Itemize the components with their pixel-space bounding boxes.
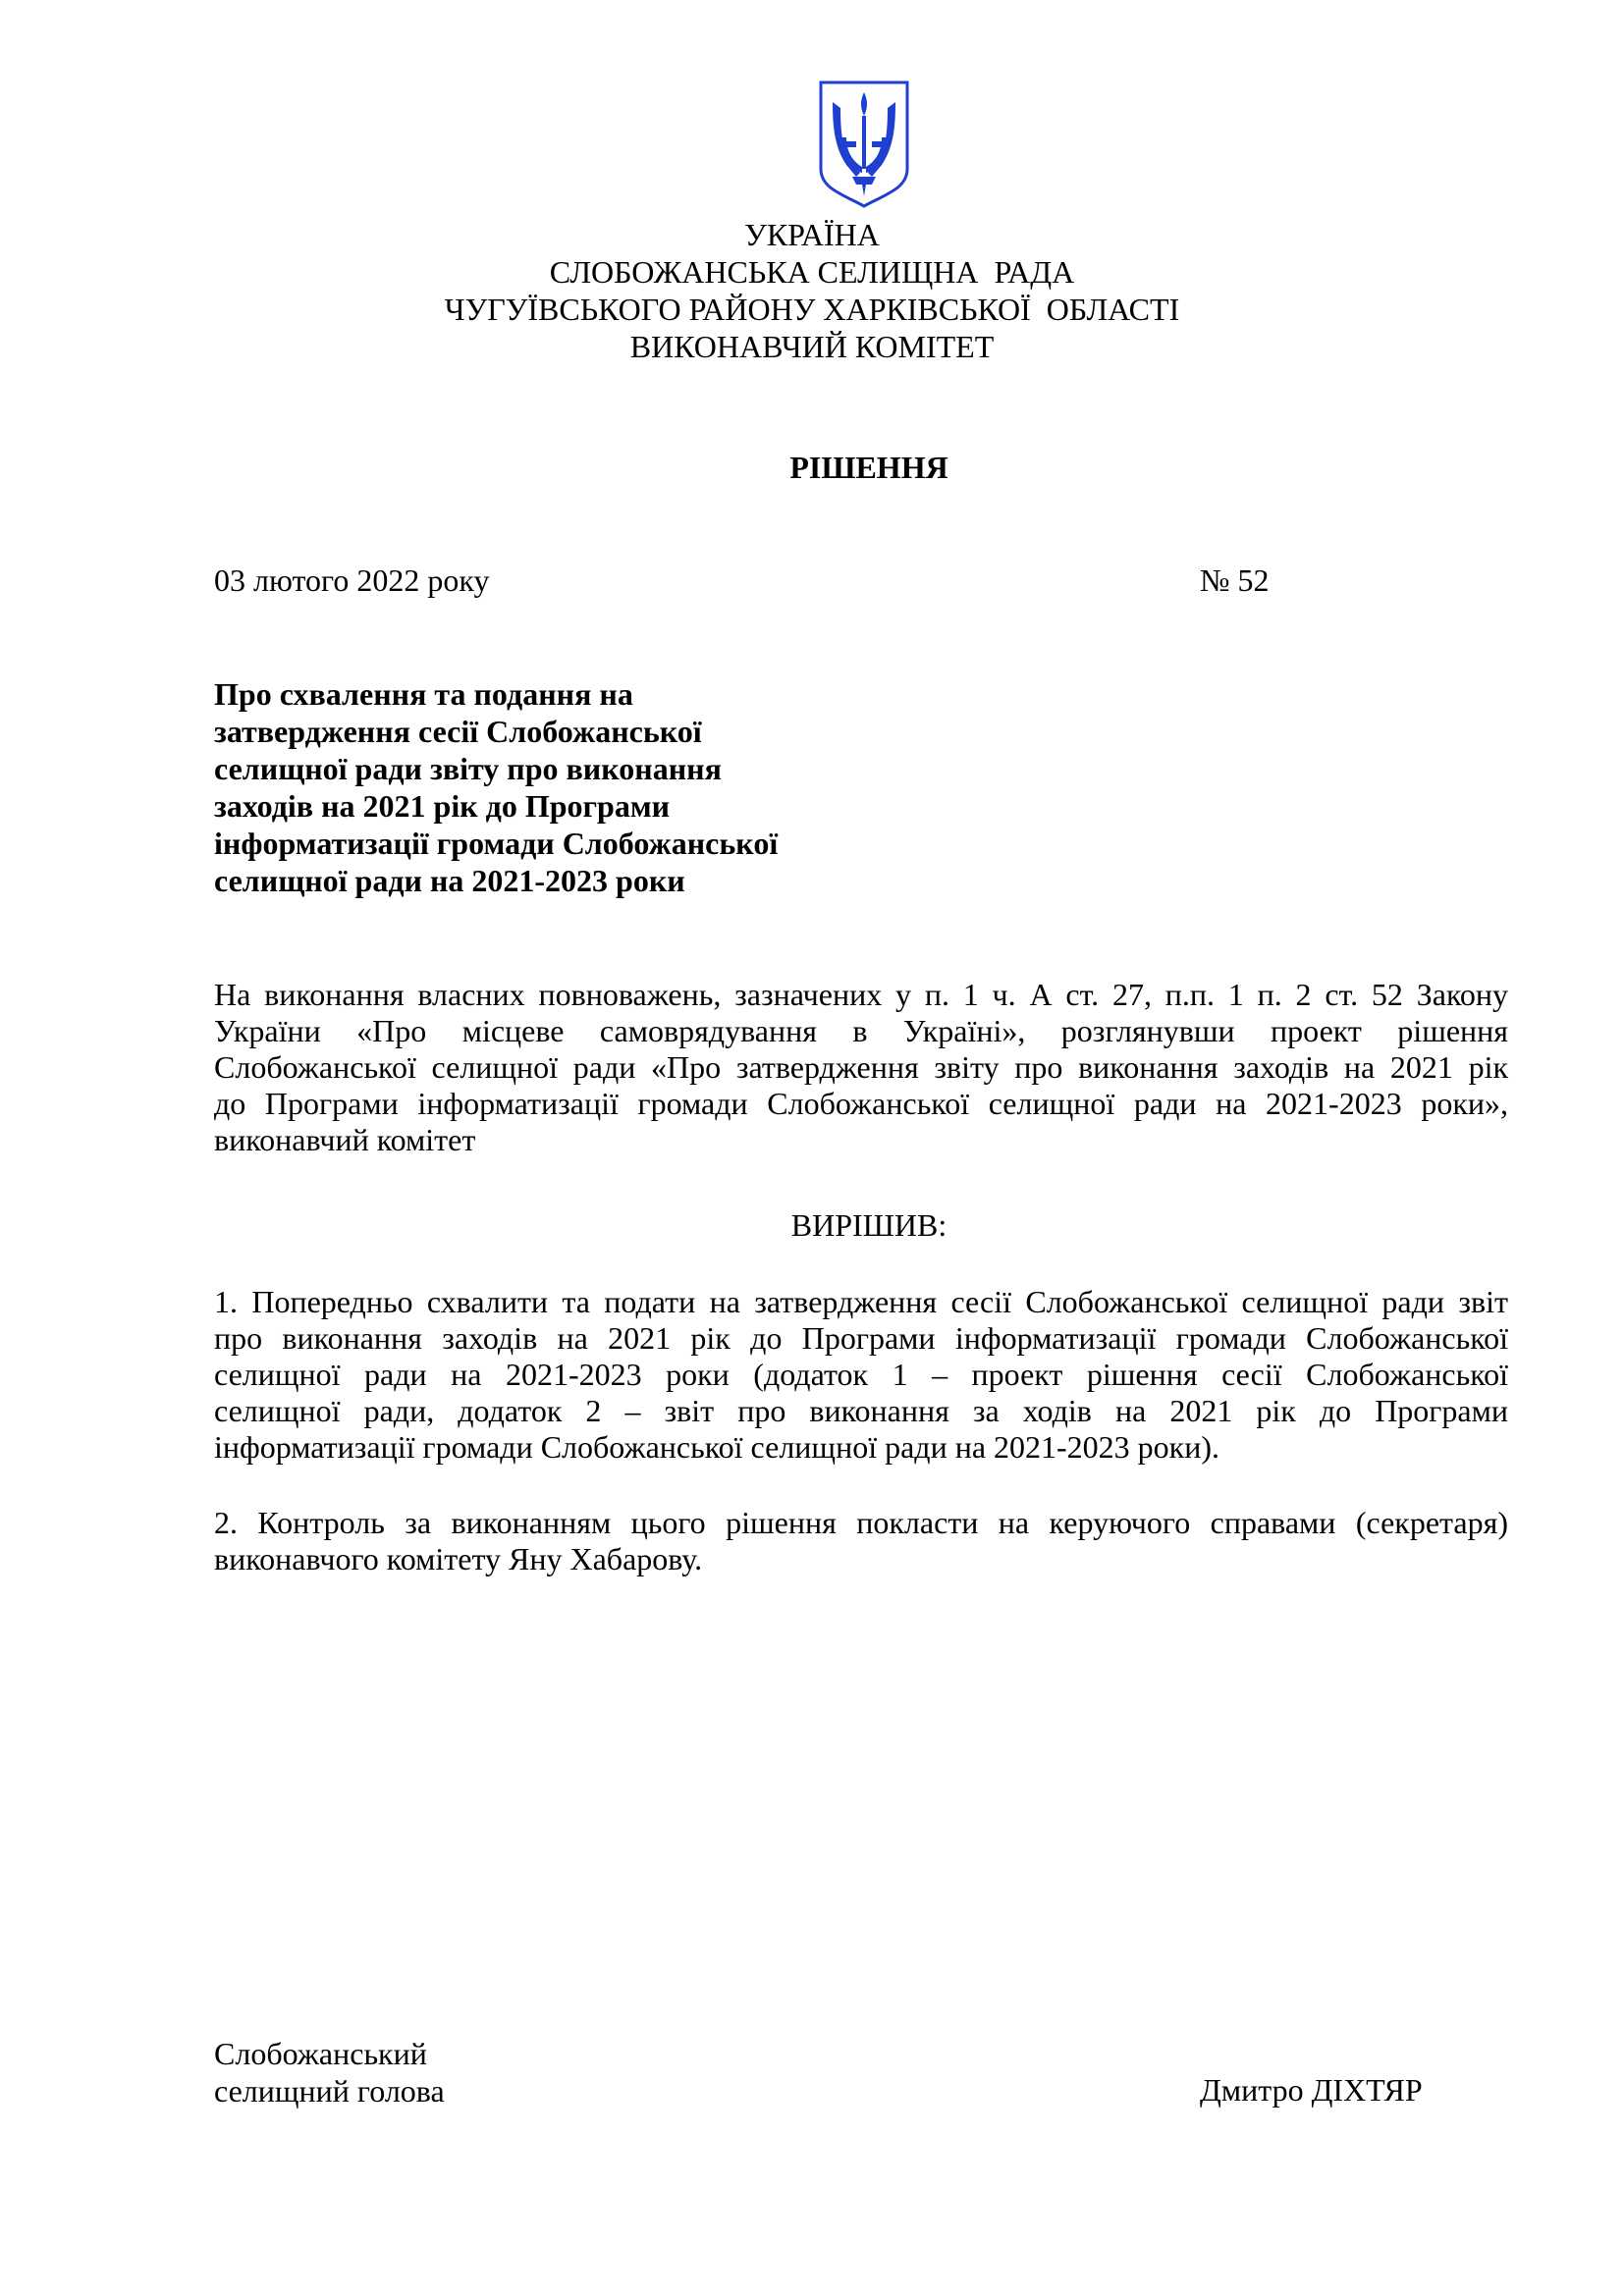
subject-line: затвердження сесії Слобожанської [214,714,702,749]
document-header [0,216,1624,365]
signatory-name: Дмитро ДІХТЯР [1200,2072,1423,2108]
document-preamble [214,977,1508,1158]
item-line: селищної ради на 2021-2023 роки (додаток 1 – проект рішення сесії Слобожанської [214,1357,1508,1392]
header-country: УКРАЇНА [744,217,880,252]
position-line: Слобожанський [214,2036,427,2071]
item-line: інформатизації громади Слобожанської селищної ради на 2021-2023 роки). [214,1429,1219,1465]
resolution-item-1 [214,1284,1508,1466]
header-district: ЧУГУЇВСЬКОГО РАЙОНУ ХАРКІВСЬКОЇ ОБЛАСТІ [444,292,1180,327]
resolved-heading: ВИРІШИВ: [790,1207,947,1243]
subject-line: заходів на 2021 рік до Програми [214,788,671,824]
subject-line: селищної ради звіту про виконання [214,751,722,786]
position-line: селищний голова [214,2073,445,2109]
subject-line: інформатизації громади Слобожанської [214,826,779,861]
header-committee: ВИКОНАВЧИЙ КОМІТЕТ [629,329,995,364]
item-line: виконавчого комітету Яну Хабарову. [214,1541,703,1576]
ukraine-coat-of-arms [817,79,911,210]
document-date: 03 лютого 2022 року [214,562,490,598]
item-line: 2. Контроль за виконанням цього рішення покласти на керуючого справами (секретаря) [214,1505,1508,1540]
subject-line: селищної ради на 2021-2023 роки [214,863,685,898]
trident-coat-of-arms-icon [817,79,911,210]
item-line: селищної ради, додаток 2 – звіт про виконання за ходів на 2021 рік до Програми [214,1393,1508,1428]
resolution-item-2 [214,1505,1508,1577]
document-title: РІШЕННЯ [789,450,948,485]
preamble-line: виконавчий комітет [214,1122,476,1157]
preamble-line: до Програми інформатизації громади Слобожанської селищної ради на 2021-2023 роки», [214,1086,1508,1121]
subject-line: Про схвалення та подання на [214,676,633,712]
preamble-line: На виконання власних повноважень, зазначених у п. 1 ч. А ст. 27, п.п. 1 п. 2 ст. 52 Закону [214,977,1508,1012]
preamble-line: Слобожанської селищної ради «Про затвердження звіту про виконання заходів на 2021 рік [214,1049,1508,1085]
item-line: 1. Попередньо схвалити та подати на затвердження сесії Слобожанської селищної ради звіт [214,1284,1508,1319]
preamble-line: України «Про місцеве самоврядування в Україні», розглянувши проект рішення [214,1013,1508,1048]
item-line: про виконання заходів на 2021 рік до Програми інформатизації громади Слобожанської [214,1320,1508,1356]
header-council: СЛОБОЖАНСЬКА СЕЛИЩНА РАДА [549,254,1075,290]
document-subject [214,675,901,899]
signatory-position [214,2035,445,2109]
document-number: № 52 [1200,562,1270,598]
